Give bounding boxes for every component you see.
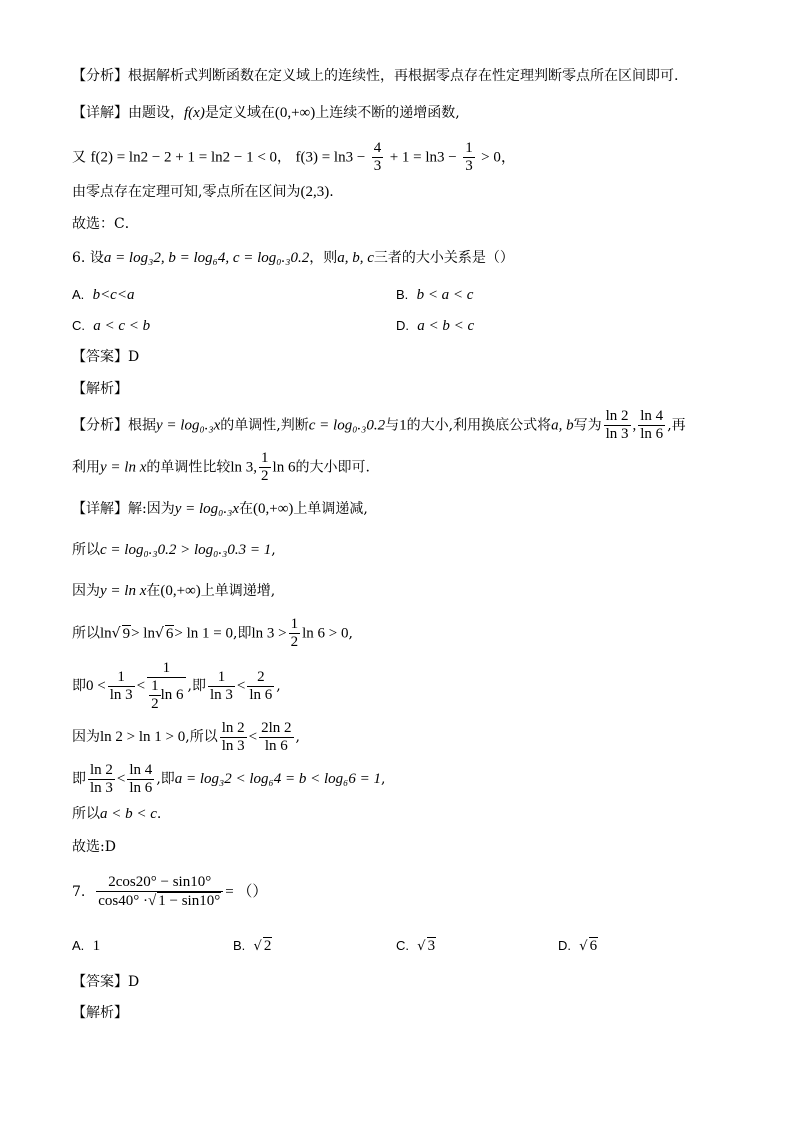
sqrt-radicand: 1 − sin10° — [158, 893, 221, 909]
text: 的单调性,判断 — [220, 417, 309, 434]
text: 解:因为 — [128, 501, 175, 517]
q5-eval-line — [72, 140, 516, 175]
option-label: A. — [72, 938, 85, 953]
numerator: ln 2 — [90, 761, 113, 778]
text: 三者的大小关系是（） — [373, 250, 514, 266]
sqrt-radicand: 9 — [122, 625, 131, 642]
denominator: ln 6 — [249, 686, 273, 703]
math: a < b < c — [100, 806, 157, 822]
option-text: 2 — [263, 938, 272, 954]
q5-detail-line — [72, 104, 460, 122]
math: < — [248, 729, 258, 745]
denominator: cos40° ·√ 1 − sin10° — [98, 893, 221, 909]
math: ln 3 > — [251, 625, 287, 642]
q6-explain-tag: 【解析】 — [72, 381, 128, 397]
math: cos40° · — [98, 893, 149, 909]
math-vars: a, b, c — [337, 250, 374, 266]
math: > ln — [131, 625, 155, 642]
option-text: 6 — [589, 938, 598, 954]
denominator: ln 3 — [221, 737, 245, 754]
math: y = ln x — [100, 459, 147, 476]
text: 写为 — [573, 417, 602, 434]
detail-text: 由题设， — [128, 105, 184, 121]
q7-option-d[interactable]: D. √ 6 — [558, 938, 598, 954]
q6-step6 — [72, 760, 385, 798]
q6-detail-line — [72, 500, 368, 518]
q6-option-a[interactable] — [72, 286, 134, 305]
numerator: 1 — [290, 616, 299, 632]
math: = （） — [225, 884, 268, 900]
detail-text: 上连续不断的递增函数, — [315, 105, 460, 121]
math: ln 3, — [230, 459, 258, 476]
fraction — [463, 140, 475, 175]
math-f3: f(3) = ln3 − — [295, 149, 366, 166]
fraction — [147, 660, 185, 713]
numerator: 1 — [147, 660, 185, 678]
q7-option-b[interactable]: B. √ 2 — [233, 938, 272, 954]
text: 的大小即可. — [295, 459, 370, 476]
q6-option-b[interactable] — [396, 286, 473, 305]
text: 因为 — [72, 729, 100, 745]
q5-analysis-line — [72, 67, 678, 85]
q6-option-d[interactable] — [396, 317, 474, 336]
detail-text: 是定义域在 — [204, 105, 275, 121]
text: 在 — [239, 501, 254, 517]
q6-choice: 故选:D — [72, 839, 116, 855]
math: ln 2 > ln 1 > 0 — [100, 729, 186, 745]
denominator: 2 — [151, 695, 159, 712]
text: 即 — [72, 678, 86, 694]
math: a, b — [551, 417, 574, 434]
numerator: 2 — [247, 669, 274, 687]
q7-option-c[interactable]: C. √ 3 — [396, 938, 436, 954]
text: , — [381, 771, 386, 787]
math: y = ln x — [100, 583, 147, 599]
q6-step5 — [72, 718, 300, 756]
numerator: ln 4 — [129, 761, 153, 778]
math: < — [116, 771, 126, 787]
math: y = log₀.₃x — [174, 501, 240, 517]
fraction — [96, 874, 223, 910]
math: y = log₀.₃x — [156, 417, 221, 434]
math: < — [136, 678, 146, 694]
text: 的单调性比较 — [146, 459, 231, 476]
option-text: a < c < b — [93, 318, 151, 334]
detail-tag: 【详解】 — [72, 105, 128, 121]
fraction — [604, 408, 631, 443]
numerator: 2ln 2 — [261, 719, 292, 736]
option-label: D. — [396, 318, 409, 333]
option-label: C. — [72, 318, 85, 333]
q6-step7 — [72, 805, 161, 823]
text: , — [271, 542, 276, 558]
option-text: b < a < c — [416, 287, 474, 303]
question-number: 7. — [72, 884, 86, 900]
analysis-text: 根据解析式判断函数在定义域上的连续性，再根据零点存在性定理判断零点所在区间即可. — [128, 68, 679, 84]
numerator: ln 2 — [605, 408, 629, 424]
denominator: ln 3 — [109, 686, 133, 703]
numerator: ln 4 — [640, 408, 664, 424]
fraction — [208, 669, 235, 704]
text: 利用 — [72, 459, 100, 476]
math: 1 — [399, 417, 407, 434]
numerator: 2cos20° − sin10° — [96, 874, 223, 892]
text: 上单调递减, — [293, 501, 368, 517]
option-label: C. — [396, 938, 409, 953]
option-text: 3 — [427, 938, 436, 954]
math: c = log₀.₃0.2 — [308, 417, 386, 434]
q5-zero-line — [72, 183, 334, 201]
math: ln — [100, 625, 112, 642]
text: 根据 — [128, 417, 156, 434]
fraction — [127, 762, 154, 797]
q6-answer — [72, 348, 139, 366]
math-f3: + 1 = ln3 − — [389, 149, 457, 166]
fraction — [88, 762, 115, 797]
analysis-tag: 【分析】 — [72, 68, 128, 84]
q6-step2 — [72, 582, 275, 600]
q5-choice: 故选：C． — [72, 216, 139, 232]
numerator: 1 — [465, 140, 473, 156]
text: , — [276, 678, 281, 694]
analysis-tag: 【分析】 — [72, 417, 128, 434]
math: ln 6 — [272, 459, 296, 476]
denominator — [147, 678, 185, 713]
fraction — [372, 140, 384, 175]
numerator: 1 — [261, 450, 269, 466]
math-expr: a = log₃2, b = log₆4, c = log₀.₃0.2 — [103, 250, 310, 266]
q7-option-a[interactable] — [72, 937, 100, 956]
q6-stem — [72, 249, 514, 267]
answer-tag: 【答案】 — [72, 349, 128, 365]
math-interval: (0,+∞) — [253, 501, 294, 517]
math: c = log₀.₃0.2 > log₀.₃0.3 = 1 — [100, 542, 272, 558]
text: 上单调递增, — [200, 583, 276, 599]
math: > ln 1 = 0 — [174, 625, 233, 642]
fraction — [638, 408, 665, 443]
text: 因为 — [72, 583, 100, 599]
fraction — [149, 678, 161, 713]
option-label: D. — [558, 938, 571, 953]
text: ,即 — [233, 625, 252, 642]
question-number: 6. — [72, 250, 86, 266]
q7-answer — [72, 973, 139, 991]
q6-option-c[interactable] — [72, 317, 150, 336]
numerator: 1 — [208, 669, 235, 687]
text: ,再 — [667, 417, 686, 434]
text: 由零点存在定理可知,零点所在区间为 — [72, 184, 301, 200]
q7-stem — [72, 870, 267, 914]
denominator: ln 3 — [605, 426, 629, 442]
text: 在 — [146, 583, 161, 599]
q6-analysis-line2 — [72, 450, 370, 485]
text: ,即 — [187, 678, 206, 694]
math: a = log₃2 < log₆4 = b < log₆6 = 1 — [174, 771, 382, 787]
fraction — [108, 669, 135, 704]
numerator: ln 2 — [221, 719, 245, 736]
fraction — [220, 720, 247, 755]
text: 的大小,利用换底公式将 — [406, 417, 552, 434]
option-label: B. — [396, 287, 409, 302]
math-f2: f(2) = ln2 − 2 + 1 = ln2 − 1 < 0 — [90, 149, 278, 166]
option-text: 1 — [92, 938, 101, 954]
q6-step4 — [72, 658, 281, 714]
denominator: 3 — [373, 158, 382, 174]
denominator: 3 — [465, 158, 473, 174]
denominator: ln 3 — [90, 779, 113, 796]
text: , — [295, 729, 300, 745]
fraction — [289, 616, 301, 651]
fraction — [259, 720, 293, 755]
fraction — [247, 669, 274, 704]
text: 与 — [385, 417, 400, 434]
q6-step3: 所以ln√ 9> ln√ 6> ln 1 = 0,即ln 3 > $\frac{1}{2}$ ln 6 > 0, — [72, 616, 353, 650]
denominator: ln 6 — [129, 779, 153, 796]
option-text: b<c<a — [92, 287, 135, 303]
option-label: A. — [72, 287, 85, 302]
text: 又 — [72, 149, 86, 166]
detail-tag: 【详解】 — [72, 501, 128, 517]
denominator: ln 6 — [640, 426, 664, 442]
math-interval: (0,+∞) — [274, 105, 316, 121]
text: 所以 — [72, 625, 100, 642]
option-text: a < b < c — [417, 318, 475, 334]
numerator: 1 — [151, 677, 159, 694]
math-fx: f(x) — [184, 105, 205, 121]
math: ln 6 > 0 — [302, 625, 349, 642]
text: . — [329, 184, 334, 200]
text: ,即 — [156, 771, 175, 787]
text: 所以 — [72, 806, 100, 822]
answer-tag: 【答案】 — [72, 974, 128, 990]
text: 所以 — [72, 542, 100, 558]
option-label: B. — [233, 938, 246, 953]
q7-explain-tag: 【解析】 — [72, 1005, 128, 1021]
answer-value: D — [128, 349, 140, 365]
text: , — [348, 625, 353, 642]
math: 0 < — [86, 678, 106, 694]
math-interval: (0,+∞) — [160, 583, 201, 599]
math: ln 6 — [160, 686, 184, 703]
text: 设 — [89, 250, 104, 266]
text: ，则 — [309, 250, 338, 266]
math: < — [236, 678, 246, 694]
denominator: ln 3 — [209, 686, 233, 703]
math-f3: > 0， — [481, 149, 516, 166]
text: . — [156, 806, 162, 822]
fraction — [259, 450, 271, 485]
text: 即 — [72, 771, 86, 787]
numerator: 1 — [108, 669, 135, 687]
answer-value: D — [128, 974, 140, 990]
q6-analysis-line1: 【分析】根据y = log₀.₃x的单调性,判断c = log₀.₃0.2与1的大小,利用换底公式将a, b写为 $\frac{\ln 2}{\ln 3}$ , $\frac{\ln 4}{\ln 6}$ ,再 — [72, 408, 686, 442]
math-interval: (2,3) — [300, 184, 330, 200]
sqrt-radicand: 6 — [165, 625, 174, 642]
denominator: ln 6 — [264, 737, 288, 754]
numerator: 4 — [373, 140, 382, 156]
text: ,所以 — [185, 729, 218, 745]
text: ， — [277, 149, 292, 166]
denominator: 2 — [290, 634, 299, 650]
denominator: 2 — [261, 468, 269, 484]
q6-step1 — [72, 541, 276, 559]
